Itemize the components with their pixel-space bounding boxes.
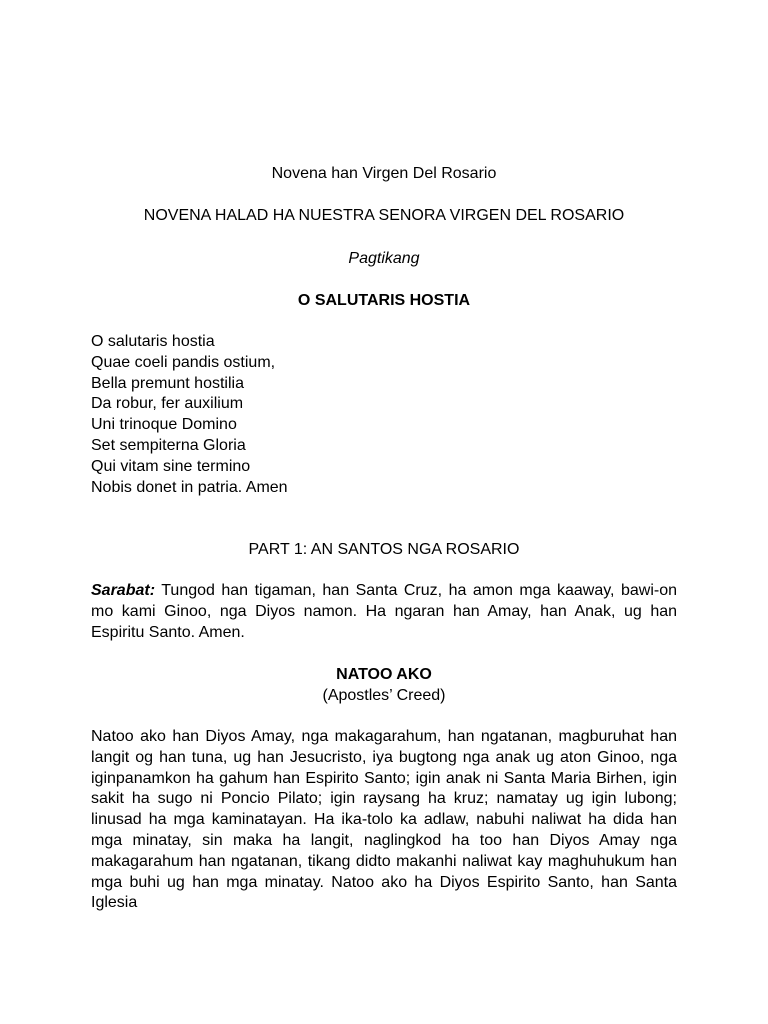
pagtikang-heading: Pagtikang bbox=[348, 250, 420, 267]
hymn-line: Quae coeli pandis ostium, bbox=[91, 354, 276, 371]
creed-line: magburuhat han langit og han tuna, ug han Jesucristo, iya bugtong nga bbox=[91, 728, 677, 766]
sarabat-line: Anak, ug han Espiritu Santo. Amen. bbox=[91, 602, 678, 641]
creed-line: raysang ha kruz; namatay ug igin lubong; linusad ha mga kaminatayan. Ha bbox=[91, 790, 677, 829]
sarabat-line: Tungod han tigaman, han Santa Cruz, ha amon mga kaaway, bbox=[161, 582, 615, 599]
part1-heading: PART 1: AN SANTOS NGA ROSARIO bbox=[248, 541, 520, 558]
creed-line: han mga minatay. Natoo ako ha Diyos Espirito Santo, han Santa Iglesia bbox=[91, 873, 678, 912]
hymn-line: Uni trinoque Domino bbox=[91, 416, 237, 433]
hymn-heading: O SALUTARIS HOSTIA bbox=[297, 292, 471, 309]
creed-line: ngatanan, tikang didto makanhi naliwat kay maghuhukum han mga buhi ug bbox=[91, 852, 677, 891]
creed-line: anak ug aton Ginoo, nga iginpanamkon ha gahum han Espirito Santo; igin bbox=[91, 748, 678, 787]
creed-line: Natoo ako han Diyos Amay, nga makagarahum, han ngatanan, bbox=[91, 728, 553, 745]
sarabat-paragraph bbox=[91, 581, 677, 643]
hymn-line: Set sempiterna Gloria bbox=[91, 437, 246, 454]
sarabat-line: bawi-on mo kami Ginoo, nga Diyos namon. Ha ngaran han Amay, han bbox=[91, 582, 677, 620]
creed-paragraph bbox=[91, 727, 677, 914]
creed-subheading: (Apostles’ Creed) bbox=[322, 687, 446, 704]
hymn-line: Nobis donet in patria. Amen bbox=[91, 479, 288, 496]
hymn-line: Bella premunt hostilia bbox=[91, 375, 244, 392]
creed-heading: NATOO AKO bbox=[336, 666, 432, 683]
novena-subtitle: NOVENA HALAD HA NUESTRA SENORA VIRGEN DEL ROSARIO bbox=[143, 207, 625, 224]
hymn-line: O salutaris hostia bbox=[91, 333, 215, 350]
creed-line: anak ni Santa Maria Birhen, igin sakit ha sugo ni Poncio Pilato; igin bbox=[91, 769, 677, 808]
hymn-line: Da robur, fer auxilium bbox=[91, 395, 244, 412]
sarabat-label: Sarabat: bbox=[91, 582, 156, 599]
creed-line: ika-tolo ka adlaw, nabuhi naliwat ha dida han mga minatay, sin maka ha bbox=[91, 811, 677, 849]
creed-line: langit, naglingkod ha too han Diyos Amay nga makagarahum han bbox=[91, 831, 677, 870]
document-title: Novena han Virgen Del Rosario bbox=[271, 165, 497, 182]
hymn-line: Qui vitam sine termino bbox=[91, 458, 251, 475]
